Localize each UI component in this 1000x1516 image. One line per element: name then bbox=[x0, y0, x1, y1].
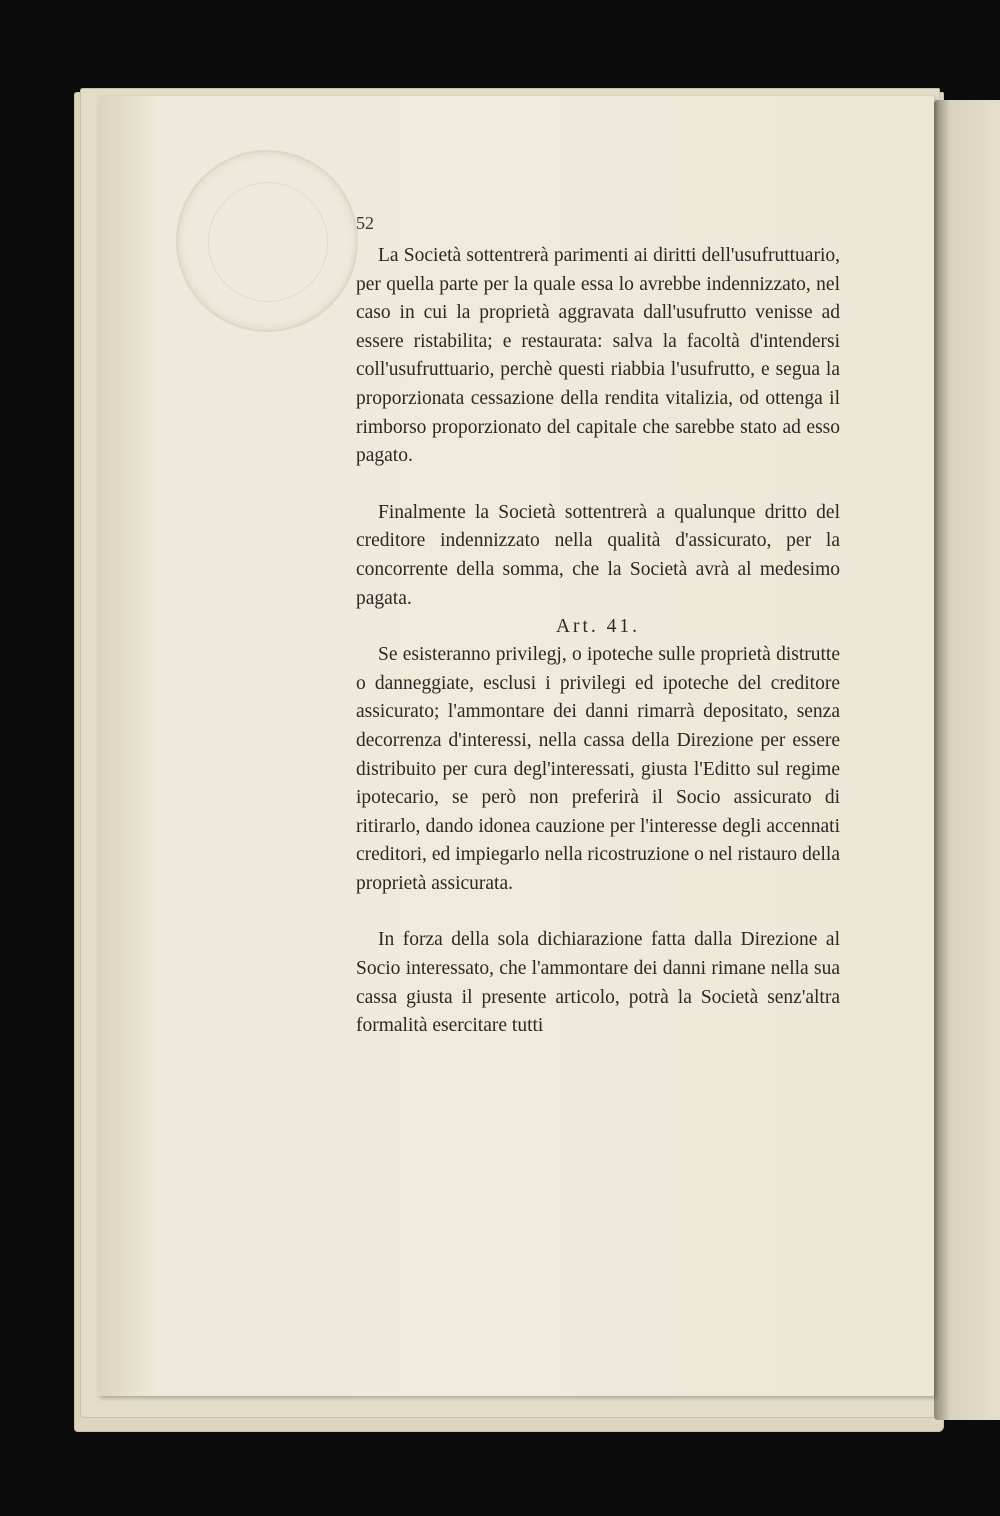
article-heading: Art. 41. bbox=[555, 616, 641, 638]
embossed-seal bbox=[176, 150, 358, 332]
embossed-seal-inner bbox=[208, 182, 328, 302]
paragraph-gap bbox=[356, 898, 840, 926]
page-number: 52 bbox=[356, 213, 374, 233]
facing-page-edge bbox=[934, 100, 1000, 1420]
paragraph-usufructuary: La Società sottentrerà parimenti ai diritti dell'usufruttuario, per quella parte per la quale essa lo avrebbe indennizzato, nel caso in cui la proprietà aggravata dall'usufrutto venisse ad essere ristabilita; e restaurata: salva la facoltà d'intendersi coll'usufruttuario, perchè questi riabbia l'usufrutto, e segua la proporzionata cessazione della rendita vitalizia, od ottenga il rimborso proporzionato del capitale che sarebbe stato ad esso pagato. bbox=[356, 245, 840, 467]
paragraph-privileges: Se esisteranno privilegj, o ipoteche sulle proprietà distrutte o danneggiate, esclusi i privilegi ed ipoteche del creditore assicurato; l'ammontare dei danni rimarrà depositato, senza decorrenza d'interessi, nella cassa della Direzione per essere distribuito per cura degl'interessati, giusta l'Editto sul regime ipotecario, se però non preferirà il Socio assicurato di ritirarlo, dando idonea cauzione per l'interesse degli accennati creditori, ed impiegarlo nella ricostruzione o nel ristauro della proprietà assicurata. bbox=[356, 644, 840, 894]
paragraph-gap bbox=[356, 471, 840, 499]
page-gutter-shadow bbox=[98, 96, 158, 1396]
page-text bbox=[356, 212, 840, 1041]
paragraph-creditor: Finalmente la Società sottentrerà a qualunque dritto del creditore indennizzato nella qualità d'assicurato, per la concorrente della somma, che la Società avrà al medesimo pagata. bbox=[356, 501, 840, 609]
paragraph-declaration: In forza della sola dichiarazione fatta dalla Direzione al Socio interessato, che l'ammontare dei danni rimane nella sua cassa giusta il presente articolo, potrà la Società senz'altra formalità esercitare tutti bbox=[356, 929, 840, 1037]
